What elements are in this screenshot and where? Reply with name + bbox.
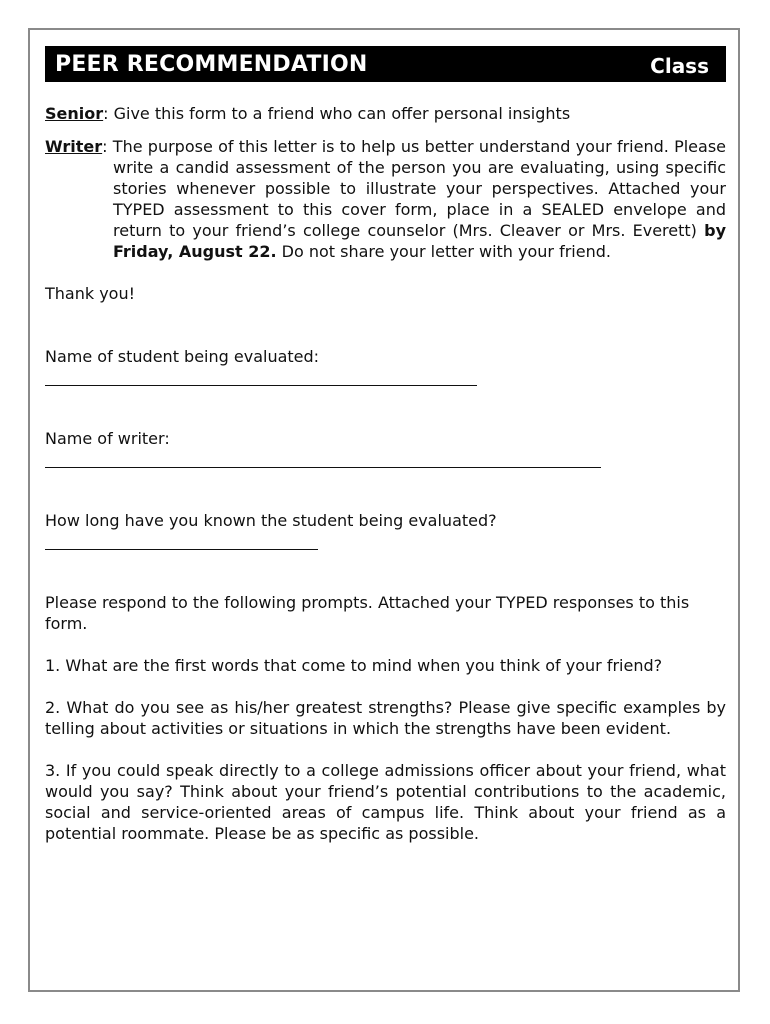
writer-closing-text: Do not share your letter with your friend. xyxy=(276,242,611,261)
prompt-3: 3. If you could speak directly to a college admissions officer about your friend, what would you say? Think about your friend’s potential contributions to the academic, social and service-oriented areas of campus life. Think about your friend as a potential roommate. Please be as specific as possible. xyxy=(45,761,726,843)
prompt-2: 2. What do you see as his/her greatest strengths? Please give specific examples by telling about activities or situations in which the strengths have been evident. xyxy=(45,698,726,738)
writer-deadline: by Friday, August 22. xyxy=(113,221,726,261)
student-name-label: Name of student being evaluated: xyxy=(45,347,320,366)
known-duration-label: How long have you known the student being evaluated? xyxy=(45,511,497,530)
prompt-1: 1. What are the first words that come to mind when you think of your friend? xyxy=(45,656,663,675)
form-content xyxy=(45,46,726,844)
writer-name-line[interactable] xyxy=(45,449,601,468)
class-label: Class xyxy=(650,53,709,78)
header-bar xyxy=(45,46,726,82)
writer-name-label: Name of writer: xyxy=(45,429,170,448)
known-duration-line[interactable] xyxy=(45,531,318,550)
writer-instruction xyxy=(45,136,726,262)
prompt-instructions: Please respond to the following prompts. Attached your TYPED responses to this form. xyxy=(45,593,690,633)
senior-instruction xyxy=(45,103,726,124)
form-title: PEER RECOMMENDATION xyxy=(55,51,368,77)
senior-label: Senior xyxy=(45,104,104,123)
student-name-line[interactable] xyxy=(45,367,477,386)
writer-text: : The purpose of this letter is to help us better understand your friend. Please write a candid assessment of the person you are evaluating, using specific stories whenever possible to illustrate your perspectives. Attached your TYPED assessment to this cover form, place in a SEALED envelope and return to your friend’s college counselor (Mrs. Cleaver or Mrs. Everett) xyxy=(102,137,726,240)
senior-text: : Give this form to a friend who can offer personal insights xyxy=(103,104,571,123)
thank-you-text: Thank you! xyxy=(45,284,136,303)
writer-label: Writer xyxy=(45,137,103,156)
